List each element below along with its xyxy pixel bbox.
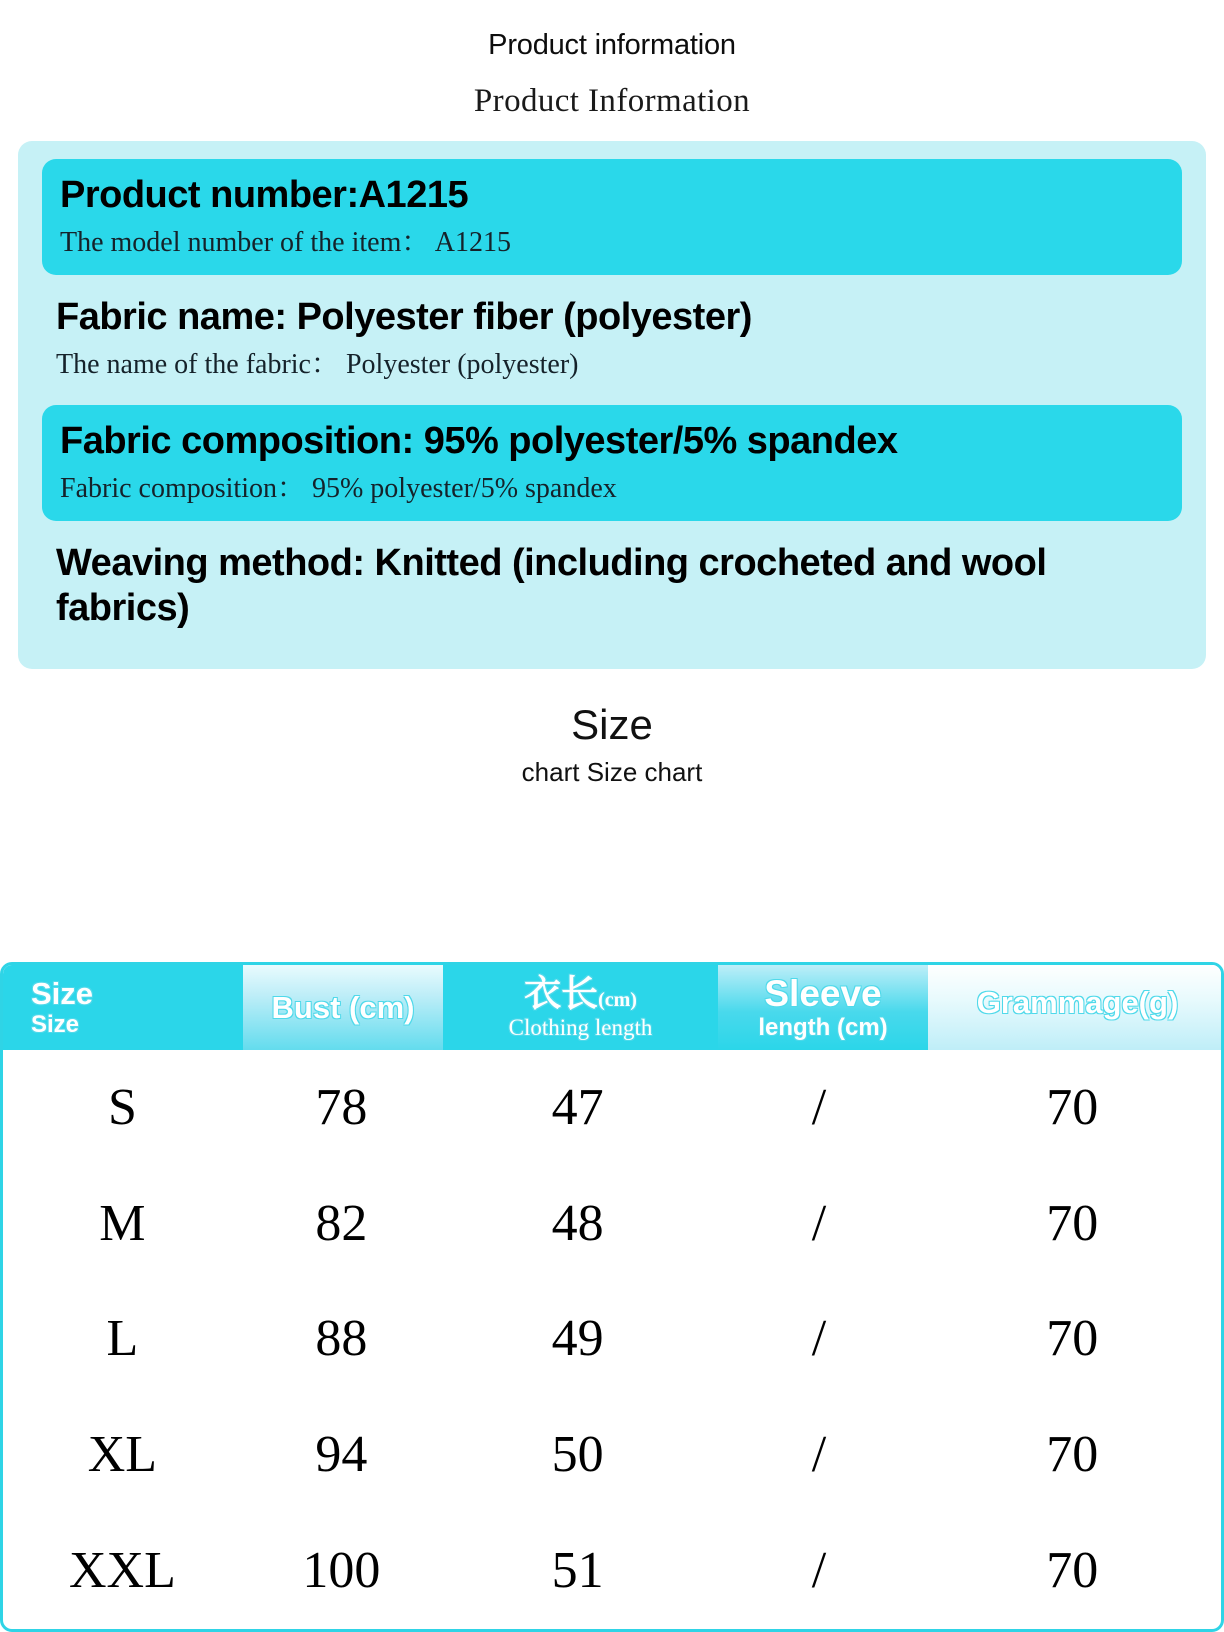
table-cell: L [106, 1310, 139, 1368]
spacer [18, 521, 1206, 535]
column-header-clothing-length-sub: Clothing length [508, 1014, 653, 1040]
page-subtitle: Product Information [473, 83, 751, 120]
table-row [3, 1050, 1221, 1166]
table-cell: M [99, 1194, 146, 1252]
product-number-title: Product number:A1215 [60, 174, 469, 217]
table-cell: 78 [315, 1078, 368, 1136]
column-header-sleeve [718, 965, 928, 1050]
page-title: Product information [488, 29, 736, 61]
table-cell: 70 [1046, 1078, 1099, 1136]
column-header-size-main: Size [31, 975, 94, 1011]
weaving-method-title: Weaving method: Knitted (including crocheted and wool fabrics) [56, 542, 1057, 629]
table-cell: 70 [1046, 1542, 1099, 1600]
table-cell: 94 [315, 1426, 368, 1484]
table-row [3, 1513, 1221, 1629]
size-chart-header [0, 700, 1224, 787]
table-header-row [3, 965, 1221, 1050]
column-header-sleeve-main: Sleeve [764, 972, 882, 1014]
info-block-weaving-method [18, 535, 1206, 641]
table-body [3, 1050, 1221, 1629]
table-row [3, 1397, 1221, 1513]
size-chart-subtitle: chart Size chart [521, 756, 703, 787]
table-cell: 88 [315, 1310, 368, 1368]
spacer [18, 391, 1206, 405]
fabric-name-subtitle: The name of the fabric： Polyester (polyester) [56, 348, 579, 380]
table-cell: / [811, 1542, 827, 1600]
size-chart-title: Size [571, 700, 653, 748]
column-header-grammage [928, 965, 1221, 1050]
column-header-size-sub: Size [31, 1011, 80, 1039]
table-cell: XL [87, 1426, 158, 1484]
table-cell: / [811, 1078, 827, 1136]
column-header-size [3, 965, 243, 1050]
fabric-composition-title: Fabric composition: 95% polyester/5% spandex [60, 420, 898, 463]
column-header-bust-main: Bust (cm) [271, 989, 415, 1025]
fabric-composition-subtitle: Fabric composition： 95% polyester/5% spandex [60, 472, 617, 504]
table-cell: XXL [68, 1542, 176, 1600]
table-cell: / [811, 1310, 827, 1368]
fabric-name-title: Fabric name: Polyester fiber (polyester) [56, 296, 752, 339]
column-header-bust [243, 965, 443, 1050]
table-cell: 70 [1046, 1426, 1099, 1484]
info-block-product-number [42, 159, 1182, 275]
table-cell: 47 [551, 1078, 604, 1136]
column-header-grammage-main: Grammage(g) [976, 985, 1179, 1020]
size-chart-table [0, 962, 1224, 1632]
column-header-sleeve-sub: length (cm) [758, 1014, 888, 1042]
table-cell: 70 [1046, 1310, 1099, 1368]
column-header-clothing-length-unit: (cm) [598, 989, 637, 1012]
table-cell: 51 [551, 1542, 604, 1600]
table-cell: S [107, 1078, 137, 1136]
info-block-fabric-name [18, 289, 1206, 391]
info-block-fabric-composition [42, 405, 1182, 521]
table-row [3, 1166, 1221, 1282]
table-cell: 50 [551, 1426, 604, 1484]
table-cell: 49 [551, 1310, 604, 1368]
table-cell: 48 [551, 1194, 604, 1252]
column-header-clothing-length [443, 965, 718, 1050]
table-cell: 82 [315, 1194, 368, 1252]
page-header [0, 0, 1224, 119]
table-row [3, 1282, 1221, 1398]
column-header-clothing-length-main: 衣长(cm) [524, 973, 637, 1015]
spacer [18, 275, 1206, 289]
table-cell: / [811, 1194, 827, 1252]
product-number-subtitle: The model number of the item： A1215 [60, 226, 512, 258]
table-cell: 100 [302, 1542, 381, 1600]
table-cell: / [811, 1426, 827, 1484]
product-info-panel [18, 141, 1206, 669]
table-cell: 70 [1046, 1194, 1099, 1252]
